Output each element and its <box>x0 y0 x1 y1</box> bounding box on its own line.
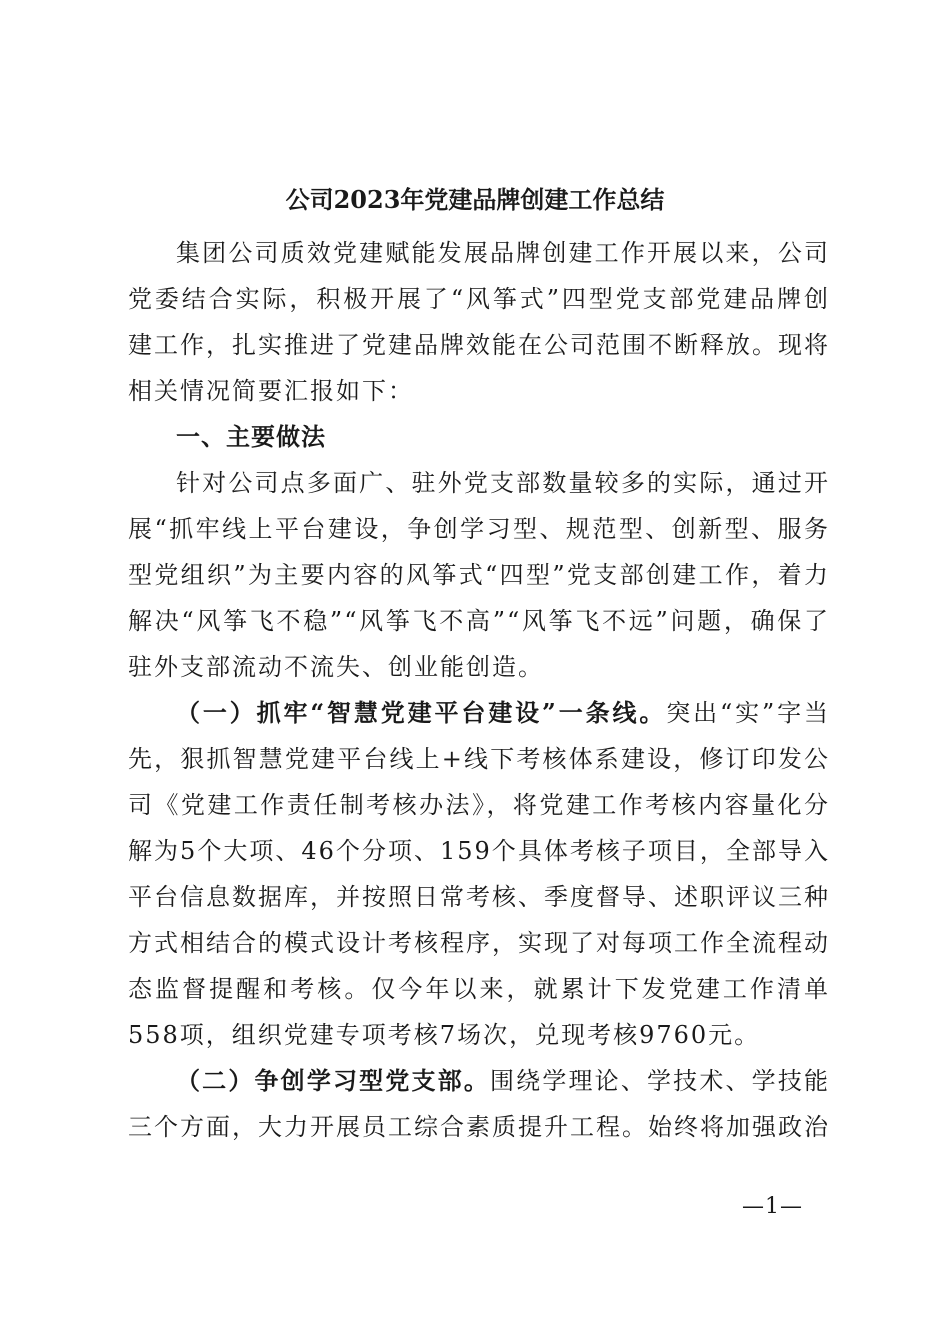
document-title: 公司2023年党建品牌创建工作总结 <box>285 185 665 214</box>
subsection-1-lead: （一）抓牢“智慧党建平台建设”一条线。 <box>176 698 667 727</box>
subsection-1-block <box>128 690 830 1058</box>
subsection-2-block <box>128 1058 830 1150</box>
subsection-2-paragraph <box>128 1058 830 1150</box>
subsection-1-text: 突出“实”字当先，狠抓智慧党建平台线上+线下考核体系建设，修订印发公司《党建工作责任制考核办法》，将党建工作考核内容量化分解为5个大项、46个分项、159个具体考核子项目，全部导入平台信息数据库，并按照日常考核、季度督导、述职评议三种方式相结合的模式设计考核程序，实现了对每项工作全流程动态监督提醒和考核。仅今年以来，就累计下发党建工作清单558项，组织党建专项考核7场次，兑现考核9760元。 <box>128 699 830 1049</box>
intro-block <box>128 230 830 414</box>
subsection-2-lead: （二）争创学习型党支部。 <box>176 1066 490 1095</box>
subsection-1-paragraph <box>128 690 830 1058</box>
subsection-2-text: 围绕学理论、学技术、学技能三个方面，大力开展员工综合素质提升工程。始终将加强政治 <box>128 1067 830 1141</box>
section-1-heading: 一、主要做法 <box>176 423 326 451</box>
page-number: —1— <box>742 1194 803 1219</box>
section-1-block <box>128 460 830 690</box>
section-1-paragraph: 针对公司点多面广、驻外党支部数量较多的实际，通过开展“抓牢线上平台建设，争创学习型、规范型、创新型、服务型党组织”为主要内容的风筝式“四型”党支部创建工作，着力解决“风筝飞不稳”“风筝飞不高”“风筝飞不远”问题，确保了驻外支部流动不流失、创业能创造。 <box>128 469 830 681</box>
section-1-heading-block <box>128 414 830 460</box>
intro-paragraph: 集团公司质效党建赋能发展品牌创建工作开展以来，公司党委结合实际，积极开展了“风筝式”四型党支部党建品牌创建工作，扎实推进了党建品牌效能在公司范围不断释放。现将相关情况简要汇报如下： <box>128 239 830 405</box>
